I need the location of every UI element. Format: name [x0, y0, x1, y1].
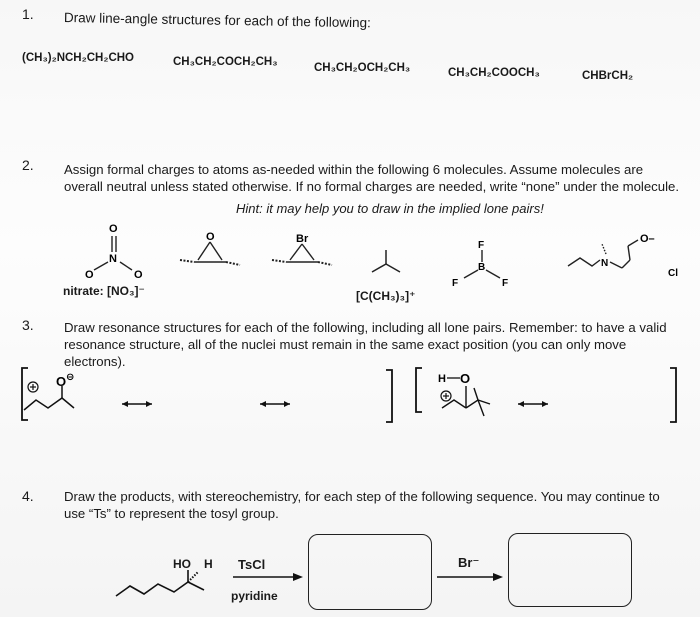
q1-molecule-4: CH₃CH₂COOCH₃ [448, 67, 540, 79]
ammonium-chloride-structure [566, 230, 686, 280]
resonance-arrow-3 [518, 401, 548, 407]
q2-prompt: Assign formal charges to atoms as-needed within the following 6 molecules. Assume molecules are overall neutral unless stated otherwise. If no formal charges are needed, write “none” under the molecule. [64, 162, 680, 194]
q3-prompt: Draw resonance structures for each of the following, including all lone pairs. Remember: to have a valid resonance structure, all of the nuclei must remain in the same exact position (you can only move electrons). [64, 320, 667, 369]
fluorine-right: F [502, 278, 509, 289]
reaction-arrow-1 [233, 572, 305, 582]
product-box-2[interactable] [508, 533, 632, 607]
oxygen-atom: O [206, 231, 215, 243]
nitrate-nitrogen: N [109, 253, 117, 265]
q1-number: 1. [22, 6, 34, 22]
q1-molecule-3: CH₃CH₂OCH₂CH₃ [314, 62, 411, 74]
reaction-arrow-2 [437, 572, 505, 582]
q1-molecule-2: CH₃CH₂COCH₂CH₃ [173, 56, 278, 68]
right-bracket-2 [670, 368, 676, 422]
q4-number: 4. [22, 488, 34, 504]
svg-text:⊖: ⊖ [66, 372, 75, 383]
q4-prompt: Draw the products, with stereochemistry, for each step of the following sequence. You may continue to use “Ts” to represent the tosyl group. [64, 489, 660, 521]
nitrate-label: nitrate: [NO₃]⁻ [63, 284, 145, 298]
right-bracket-1 [386, 370, 392, 422]
starting-alcohol-structure [112, 568, 222, 608]
hydroxyl-oxygen: O [460, 371, 471, 386]
q1-molecule-1: (CH₃)₂NCH₂CH₂CHO [22, 52, 134, 64]
hydroxyl-label: HO [173, 557, 191, 571]
oxygen-wedge-structure [180, 232, 240, 272]
bromine-wedge-structure [272, 232, 332, 274]
fluorine-left: F [452, 278, 459, 289]
resonance-row [14, 364, 694, 426]
fluorine-top: F [478, 240, 485, 251]
q1-prompt: Draw line-angle structures for each of the following: [63, 10, 371, 31]
hydroxyl-hydrogen: H [438, 373, 446, 385]
nitrate-left-oxygen: O [85, 269, 94, 281]
nitrate-top-oxygen: O [109, 223, 118, 235]
boron-trifluoride-structure [450, 238, 515, 289]
nitrate-structure [80, 222, 150, 282]
left-bracket-1 [22, 368, 28, 420]
reagent-bromide: Br⁻ [458, 555, 480, 570]
carbonyl-oxygen: O [56, 374, 67, 389]
boron-atom: B [478, 262, 486, 273]
reagent-tscl: TsCl [238, 557, 266, 572]
oxide-anion: O– [640, 233, 655, 245]
nitrogen-atom: N [601, 258, 609, 269]
q2-hint: Hint: it may help you to draw in the implied lone pairs! [236, 201, 544, 216]
tbutyl-cation-structure [368, 246, 408, 276]
resonance-arrow-2 [260, 401, 290, 407]
q2-number: 2. [22, 157, 34, 173]
tbutyl-cation-label: [C(CH₃)₃]⁺ [356, 289, 416, 303]
reagent-pyridine: pyridine [231, 589, 278, 603]
stereo-hydrogen-label: H [204, 557, 213, 571]
left-bracket-2 [416, 368, 422, 412]
bromine-atom: Br [296, 233, 309, 245]
q3-number: 3. [22, 317, 34, 333]
chloride: Cl [668, 268, 678, 279]
nitrate-right-oxygen: O [134, 269, 143, 281]
resonance-arrow-1 [122, 401, 152, 407]
q1-molecule-5: CHBrCH₂ [582, 70, 634, 82]
product-box-1[interactable] [308, 534, 432, 610]
